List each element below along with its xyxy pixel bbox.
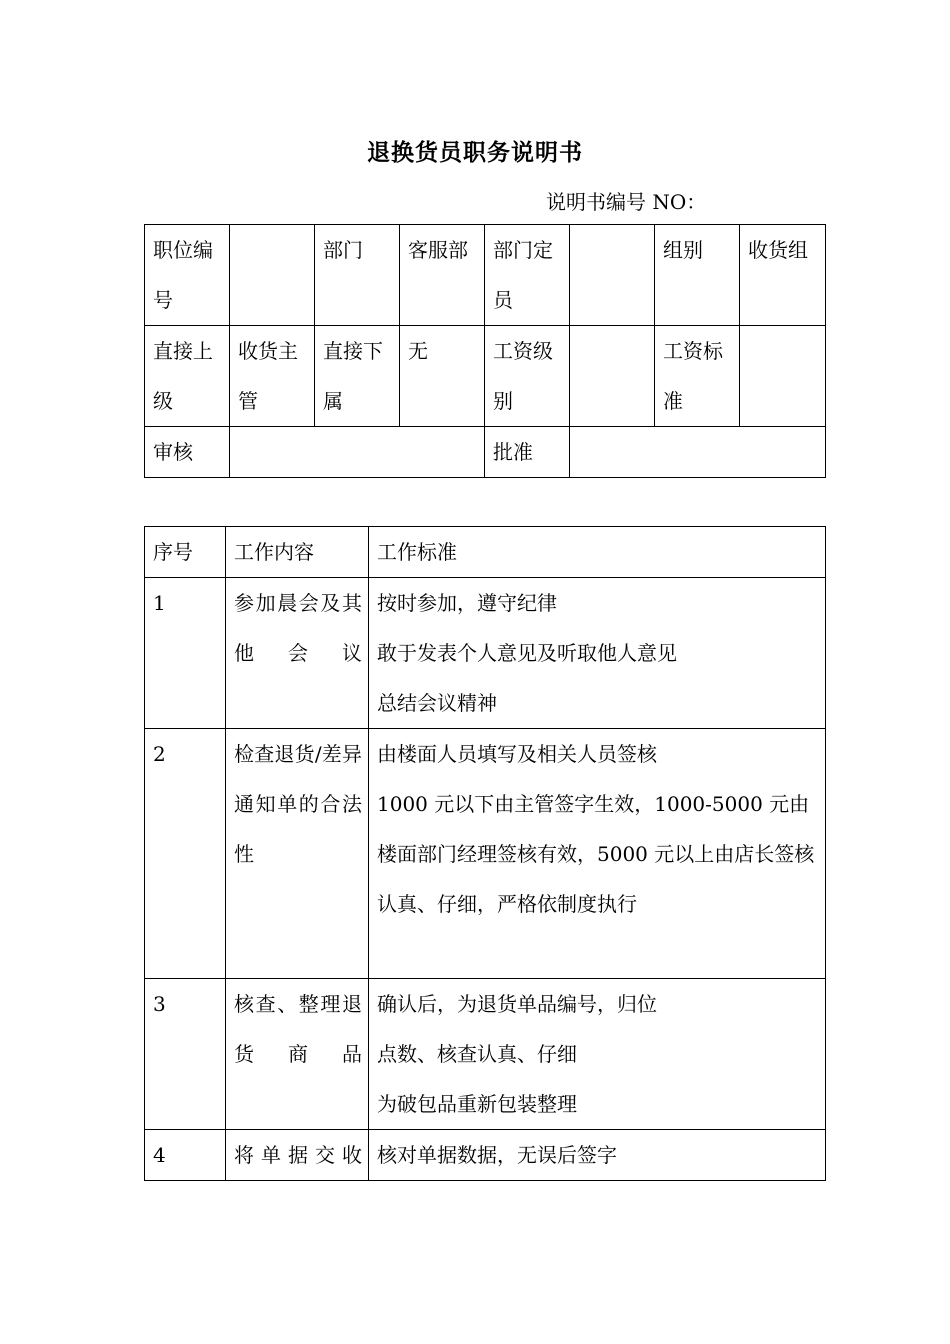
row-number: 3 [145,979,226,1130]
row-standards [369,729,826,979]
position-code-label: 职位编号 [145,225,230,326]
standard-item: 确认后，为退货单品编号，归位 [377,992,657,1016]
info-row-1 [145,225,826,326]
row-number: 2 [145,729,226,979]
subordinate-label: 直接下属 [315,326,400,427]
header-content: 工作内容 [226,527,369,578]
duty-header-row [145,527,826,578]
header-no: 序号 [145,527,226,578]
standard-item: 认真、仔细，严格依制度执行 [377,892,637,916]
row-content: 检查退货/差异通知单的合法性 [226,729,369,979]
position-info-table [144,224,826,478]
row-number: 1 [145,578,226,729]
row-content: 核查、整理退货商品 [226,979,369,1130]
standard-item: 1000 元以下由主管签字生效，1000-5000 元由楼面部门经理签核有效，5000 元以上由店长签核 [377,792,815,866]
standard-item: 由楼面人员填写及相关人员签核 [377,742,657,766]
position-code-value [230,225,315,326]
doc-number-label: 说明书编号 NO： [546,190,707,214]
review-label: 审核 [145,427,230,478]
duty-row [145,979,826,1130]
standard-item: 为破包品重新包装整理 [377,1092,577,1116]
salary-standard-value [740,326,826,427]
superior-label: 直接上级 [145,326,230,427]
superior-value: 收货主管 [230,326,315,427]
dept-headcount-label: 部门定员 [485,225,570,326]
standard-item: 按时参加，遵守纪律 [377,591,557,615]
duty-row [145,1130,826,1181]
salary-grade-label: 工资级别 [485,326,570,427]
duty-row [145,729,826,979]
approve-label: 批准 [485,427,570,478]
row-content: 将单据交收 [226,1130,369,1181]
row-number: 4 [145,1130,226,1181]
review-value [230,427,485,478]
row-standards [369,578,826,729]
salary-standard-label: 工资标准 [655,326,740,427]
duty-table [144,526,826,1181]
dept-headcount-value [570,225,655,326]
info-row-2 [145,326,826,427]
duty-row [145,578,826,729]
standard-item: 总结会议精神 [377,691,497,715]
subordinate-value: 无 [400,326,485,427]
department-label: 部门 [315,225,400,326]
group-value: 收货组 [740,225,826,326]
row-standards [369,1130,826,1181]
info-row-3 [145,427,826,478]
group-label: 组别 [655,225,740,326]
standard-item: 敢于发表个人意见及听取他人意见 [377,641,677,665]
row-standards [369,979,826,1130]
salary-grade-value [570,326,655,427]
approve-value [570,427,826,478]
document-title: 退换货员职务说明书 [367,139,583,166]
standard-item: 核对单据数据，无误后签字 [377,1143,617,1167]
header-standard: 工作标准 [369,527,826,578]
standard-item: 点数、核查认真、仔细 [377,1042,577,1066]
row-content: 参加晨会及其他会议 [226,578,369,729]
department-value: 客服部 [400,225,485,326]
